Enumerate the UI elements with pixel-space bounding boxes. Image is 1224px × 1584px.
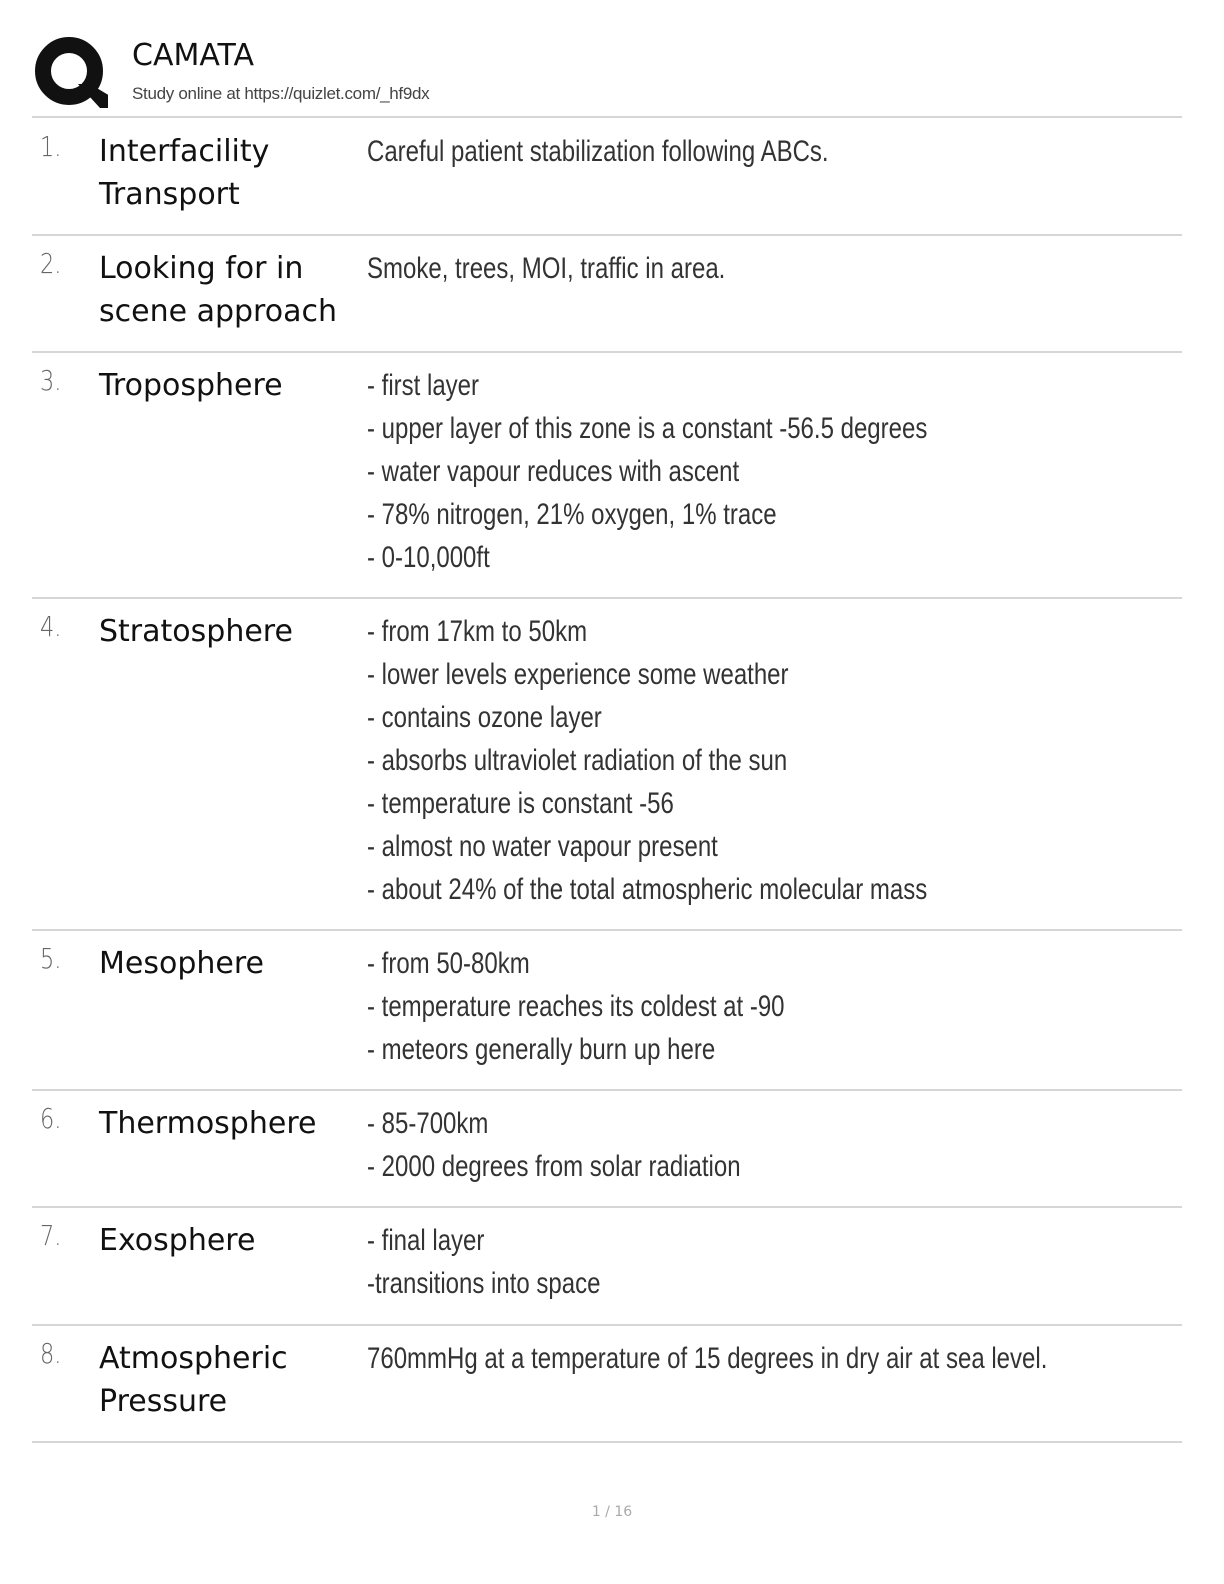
definition-line: Smoke, trees, MOI, traffic in area. — [367, 252, 726, 285]
definition-line: - almost no water vapour present — [367, 830, 718, 863]
card-definition — [367, 247, 1177, 290]
divider — [32, 597, 1182, 599]
definition-line: - 85-700km — [367, 1107, 489, 1140]
quizlet-q-logo-icon — [34, 34, 108, 110]
study-online-link[interactable]: Study online at https://quizlet.com/_hf9dx — [132, 84, 430, 103]
definition-line: - 2000 degrees from solar radiation — [367, 1150, 741, 1183]
card-definition — [367, 942, 1177, 1071]
definition-line: - first layer — [367, 369, 480, 402]
divider — [32, 351, 1182, 353]
card-number: 3. — [40, 364, 62, 397]
card-number: 8. — [40, 1337, 62, 1370]
card-number: 7. — [40, 1219, 62, 1252]
card-term: Troposphere — [99, 368, 283, 403]
card-term: Atmospheric Pressure — [99, 1341, 288, 1419]
page-number: 1 / 16 — [591, 1504, 633, 1520]
card-number: 4. — [40, 610, 62, 643]
definition-line: Careful patient stabilization following ABCs. — [367, 135, 829, 168]
definition-line: -transitions into space — [367, 1267, 601, 1300]
divider — [32, 1324, 1182, 1326]
divider — [32, 116, 1182, 118]
card-number: 2. — [40, 247, 62, 280]
card-number: 6. — [40, 1102, 62, 1135]
card-definition — [367, 1337, 1177, 1380]
card-term: Stratosphere — [99, 614, 293, 649]
divider — [32, 1089, 1182, 1091]
definition-line: - 78% nitrogen, 21% oxygen, 1% trace — [367, 498, 777, 531]
card-number: 5. — [40, 942, 62, 975]
card-definition — [367, 610, 1177, 911]
divider — [32, 234, 1182, 236]
definition-line: - lower levels experience some weather — [367, 658, 789, 691]
definition-line: - 0-10,000ft — [367, 541, 490, 574]
divider — [32, 1441, 1182, 1443]
card-term: Exosphere — [99, 1223, 256, 1258]
card-definition — [367, 1219, 1177, 1305]
card-term: Looking for in scene approach — [99, 251, 337, 329]
card-term: Interfacility Transport — [99, 134, 270, 212]
definition-line: - meteors generally burn up here — [367, 1033, 716, 1066]
card-term: Mesophere — [99, 946, 264, 981]
definition-line: - from 50-80km — [367, 947, 530, 980]
card-definition — [367, 364, 1177, 579]
deck-header — [32, 32, 1182, 116]
definition-line: - temperature reaches its coldest at -90 — [367, 990, 785, 1023]
card-definition — [367, 1102, 1177, 1188]
card-number: 1. — [40, 130, 62, 163]
definition-line: - absorbs ultraviolet radiation of the sun — [367, 744, 788, 777]
definition-line: 760mmHg at a temperature of 15 degrees in dry air at sea level. — [367, 1342, 1048, 1375]
definition-line: - water vapour reduces with ascent — [367, 455, 740, 488]
definition-line: - contains ozone layer — [367, 701, 602, 734]
definition-line: - final layer — [367, 1224, 485, 1257]
card-term: Thermosphere — [99, 1106, 317, 1141]
deck-title: CAMATA — [132, 38, 255, 73]
definition-line: - from 17km to 50km — [367, 615, 588, 648]
definition-line: - upper layer of this zone is a constant -56.5 degrees — [367, 412, 928, 445]
card-definition — [367, 130, 1177, 173]
definition-line: - temperature is constant -56 — [367, 787, 674, 820]
definition-line: - about 24% of the total atmospheric molecular mass — [367, 873, 928, 906]
divider — [32, 1206, 1182, 1208]
divider — [32, 929, 1182, 931]
